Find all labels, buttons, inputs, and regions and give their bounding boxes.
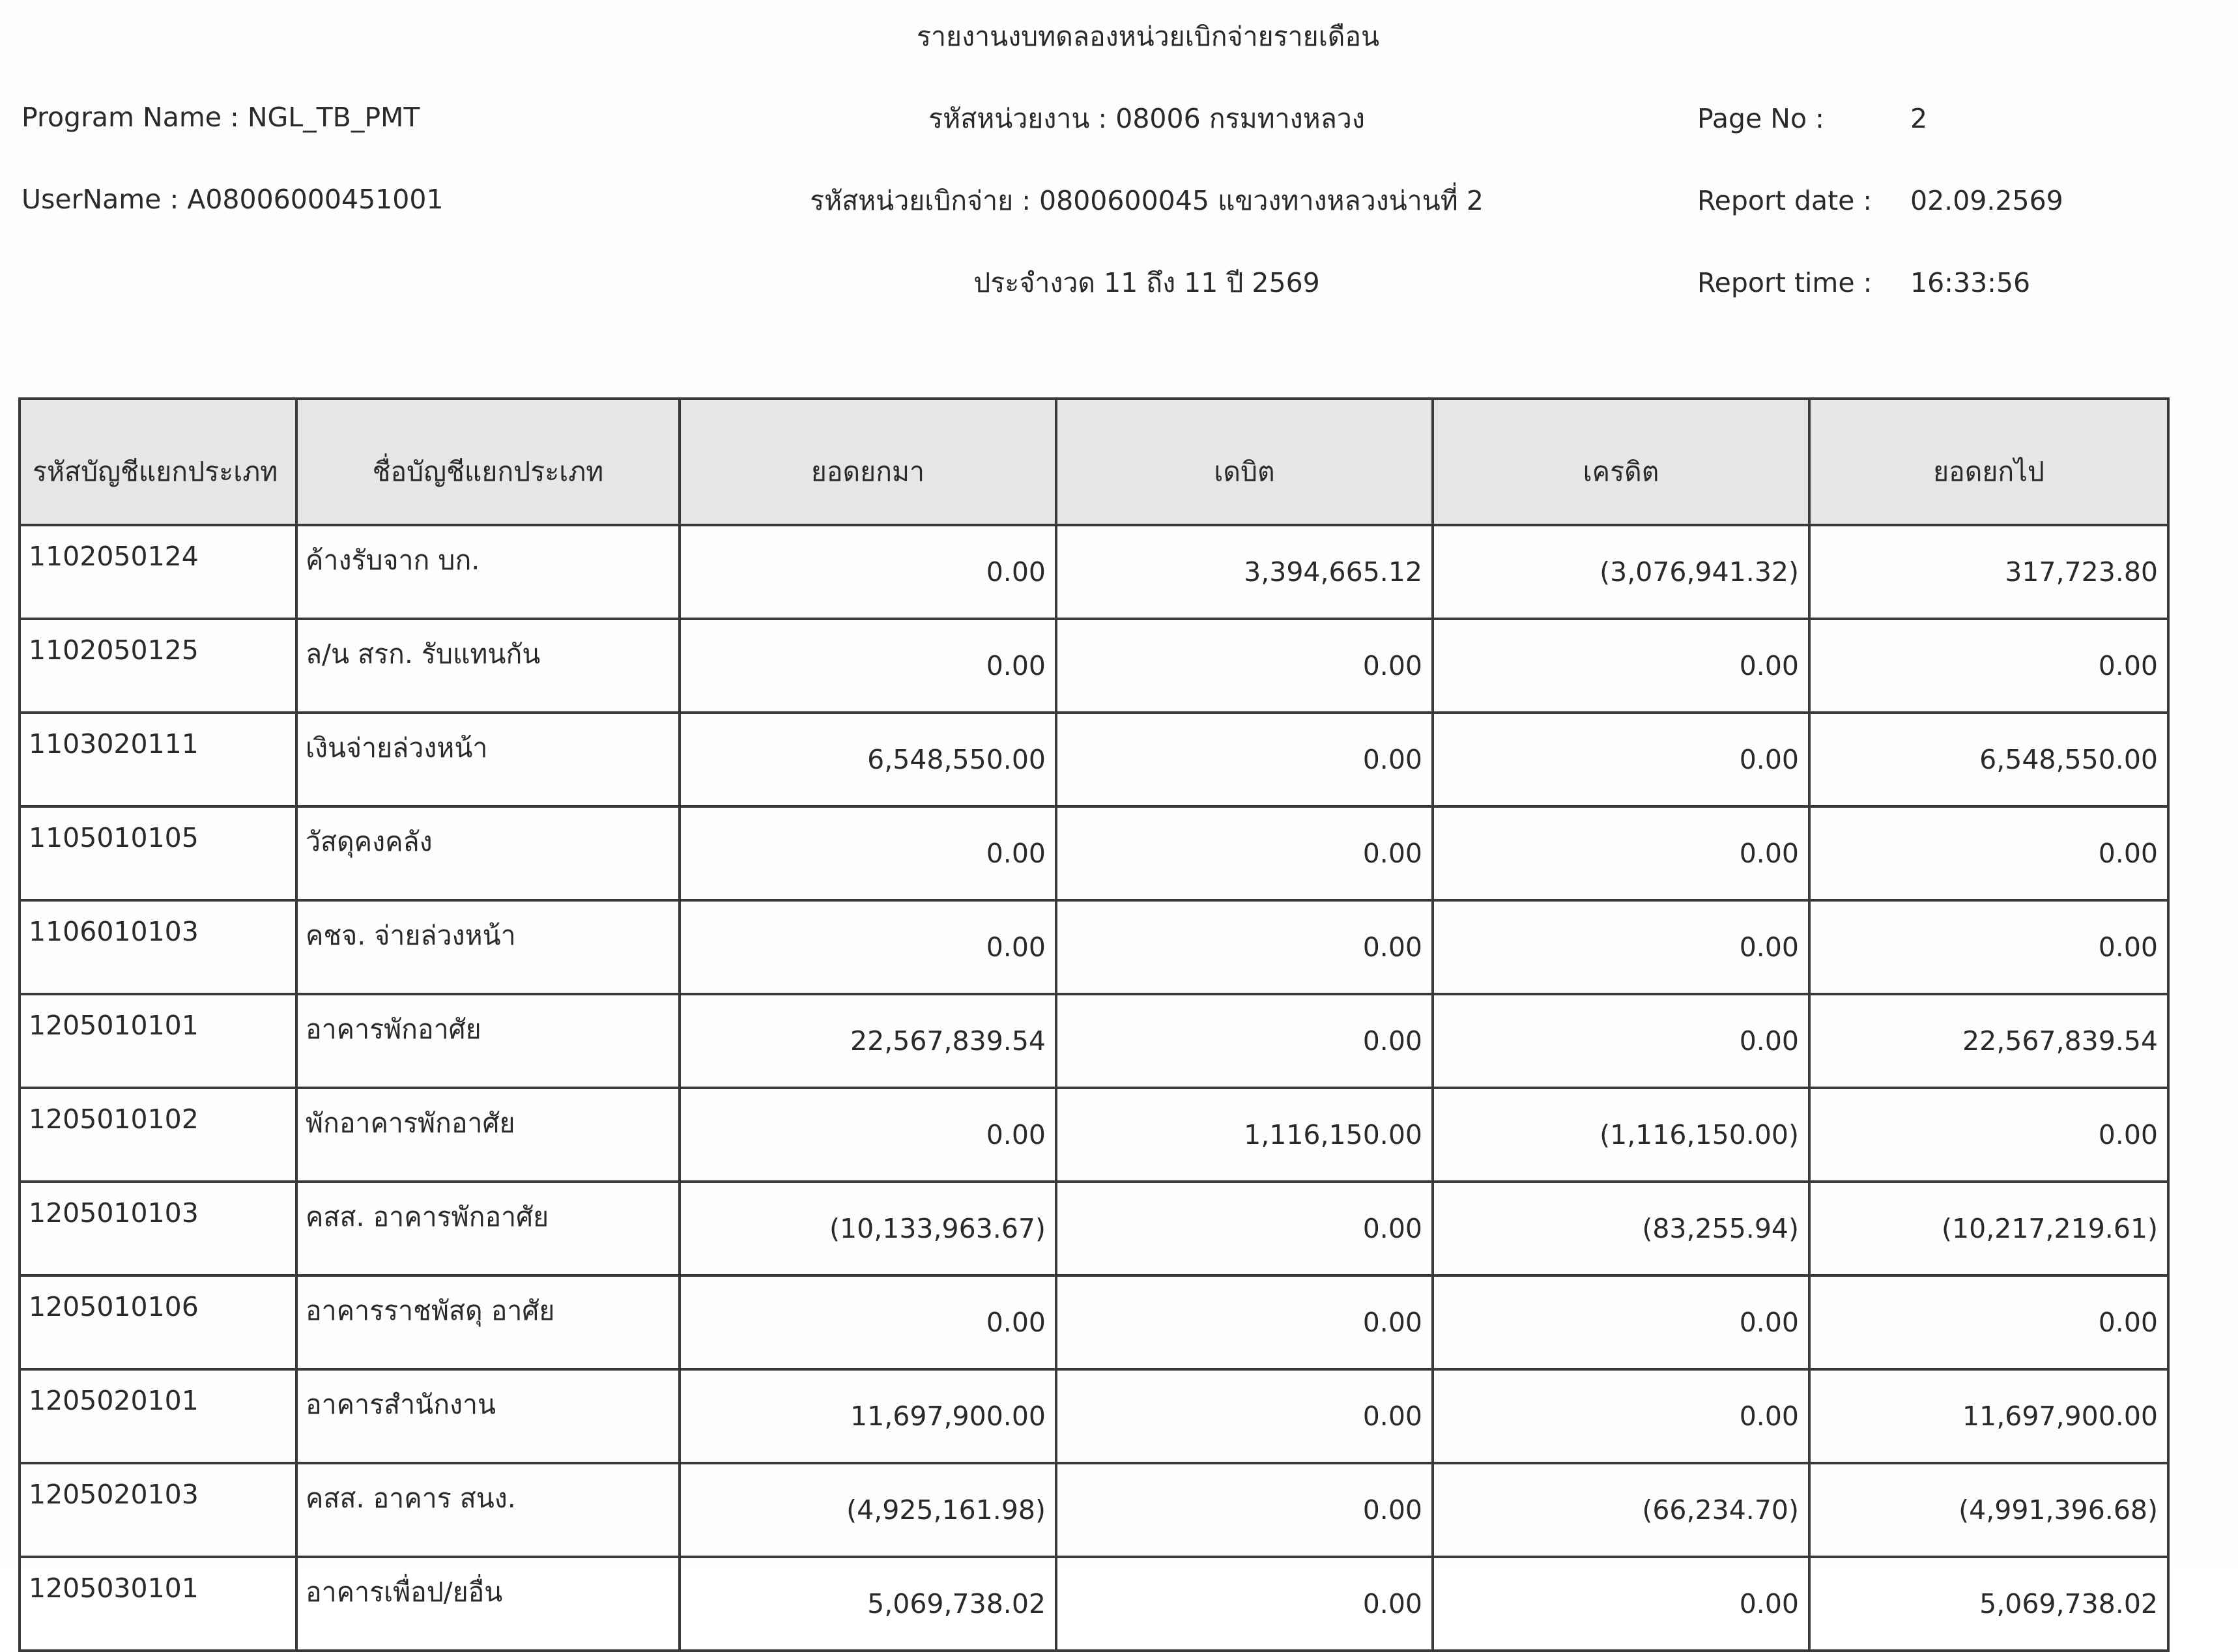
cell-credit: 0.00	[1433, 1275, 1809, 1369]
cell-debit: 0.00	[1056, 619, 1433, 713]
report-period: ประจำงวด 11 ถึง 11 ปี 2569	[973, 267, 1320, 298]
cell-credit: (66,234.70)	[1433, 1463, 1809, 1557]
table-row	[20, 1369, 2168, 1463]
cell-brought-forward: 0.00	[680, 1088, 1056, 1182]
cell-brought-forward: 5,069,738.02	[680, 1557, 1056, 1651]
cell-carried-forward: 0.00	[1809, 619, 2168, 713]
cell-brought-forward: 0.00	[680, 619, 1056, 713]
page-no-value: 2	[1910, 103, 1928, 134]
table-header-row	[20, 399, 2168, 525]
table-row	[20, 1182, 2168, 1275]
table-row	[20, 619, 2168, 713]
cell-credit: 0.00	[1433, 900, 1809, 994]
cell-credit: (83,255.94)	[1433, 1182, 1809, 1275]
cell-account-name: คสส. อาคาร สนง.	[296, 1463, 680, 1557]
table-row	[20, 994, 2168, 1088]
cell-debit: 0.00	[1056, 1182, 1433, 1275]
program-name: Program Name : NGL_TB_PMT	[22, 102, 420, 133]
table-row	[20, 1275, 2168, 1369]
report-time-value: 16:33:56	[1910, 267, 2031, 298]
cell-account-code: 1105010105	[20, 806, 296, 900]
page-no-label: Page No :	[1697, 103, 1824, 134]
cell-brought-forward: 0.00	[680, 900, 1056, 994]
cell-credit: 0.00	[1433, 713, 1809, 806]
cell-debit: 0.00	[1056, 1557, 1433, 1651]
cell-account-name: คสส. อาคารพักอาศัย	[296, 1182, 680, 1275]
cell-credit: 0.00	[1433, 619, 1809, 713]
table-row	[20, 1463, 2168, 1557]
report-date-label: Report date :	[1697, 185, 1872, 216]
report-time-label: Report time :	[1697, 267, 1872, 298]
cell-account-name: คชจ. จ่ายล่วงหน้า	[296, 900, 680, 994]
table-row	[20, 900, 2168, 994]
cell-account-code: 1205010102	[20, 1088, 296, 1182]
cell-debit: 0.00	[1056, 806, 1433, 900]
cell-debit: 0.00	[1056, 1275, 1433, 1369]
table-row	[20, 713, 2168, 806]
cell-account-code: 1205010103	[20, 1182, 296, 1275]
table-row	[20, 1088, 2168, 1182]
cell-account-name: อาคารสำนักงาน	[296, 1369, 680, 1463]
cell-brought-forward: 11,697,900.00	[680, 1369, 1056, 1463]
cell-carried-forward: 6,548,550.00	[1809, 713, 2168, 806]
cell-debit: 1,116,150.00	[1056, 1088, 1433, 1182]
table-body	[20, 525, 2168, 1651]
cell-debit: 0.00	[1056, 713, 1433, 806]
cell-carried-forward: 5,069,738.02	[1809, 1557, 2168, 1651]
cell-carried-forward: 0.00	[1809, 1275, 2168, 1369]
cell-account-name: พักอาคารพักอาศัย	[296, 1088, 680, 1182]
cell-brought-forward: 6,548,550.00	[680, 713, 1056, 806]
agency-code: รหัสหน่วยงาน : 08006 กรมทางหลวง	[928, 103, 1365, 134]
cell-account-name: ล/น สรก. รับแทนกัน	[296, 619, 680, 713]
cell-brought-forward: 0.00	[680, 525, 1056, 619]
cell-account-code: 1205030101	[20, 1557, 296, 1651]
cell-account-name: อาคารเพื่อป/ยอื่น	[296, 1557, 680, 1651]
cell-account-name: อาคารพักอาศัย	[296, 994, 680, 1088]
cell-debit: 0.00	[1056, 994, 1433, 1088]
cell-brought-forward: 0.00	[680, 1275, 1056, 1369]
table-row	[20, 525, 2168, 619]
cell-account-code: 1205010106	[20, 1275, 296, 1369]
cell-carried-forward: 0.00	[1809, 1088, 2168, 1182]
column-header-brought-forward: ยอดยกมา	[680, 399, 1056, 525]
cell-credit: 0.00	[1433, 1369, 1809, 1463]
cell-account-code: 1205020103	[20, 1463, 296, 1557]
disbursing-unit-code: รหัสหน่วยเบิกจ่าย : 0800600045 แขวงทางหลวงน่านที่ 2	[810, 185, 1484, 216]
column-header-debit: เดบิต	[1056, 399, 1433, 525]
cell-account-code: 1106010103	[20, 900, 296, 994]
cell-credit: 0.00	[1433, 994, 1809, 1088]
cell-credit: (1,116,150.00)	[1433, 1088, 1809, 1182]
column-header-carried-forward: ยอดยกไป	[1809, 399, 2168, 525]
cell-account-name: อาคารราชพัสดุ อาศัย	[296, 1275, 680, 1369]
cell-carried-forward: (10,217,219.61)	[1809, 1182, 2168, 1275]
cell-carried-forward: 11,697,900.00	[1809, 1369, 2168, 1463]
cell-credit: 0.00	[1433, 806, 1809, 900]
column-header-credit: เครดิต	[1433, 399, 1809, 525]
cell-carried-forward: 0.00	[1809, 900, 2168, 994]
cell-brought-forward: (10,133,963.67)	[680, 1182, 1056, 1275]
report-date-value: 02.09.2569	[1910, 185, 2063, 216]
column-header-account-code: รหัสบัญชีแยกประเภท	[20, 399, 296, 525]
cell-credit: (3,076,941.32)	[1433, 525, 1809, 619]
cell-account-code: 1102050125	[20, 619, 296, 713]
cell-debit: 3,394,665.12	[1056, 525, 1433, 619]
cell-account-name: ค้างรับจาก บก.	[296, 525, 680, 619]
cell-account-code: 1103020111	[20, 713, 296, 806]
column-header-account-name: ชื่อบัญชีแยกประเภท	[296, 399, 680, 525]
table-row	[20, 806, 2168, 900]
cell-carried-forward: 22,567,839.54	[1809, 994, 2168, 1088]
cell-debit: 0.00	[1056, 900, 1433, 994]
report-title: รายงานงบทดลองหน่วยเบิกจ่ายรายเดือน	[917, 21, 1379, 52]
cell-account-name: วัสดุคงคลัง	[296, 806, 680, 900]
cell-debit: 0.00	[1056, 1463, 1433, 1557]
cell-account-code: 1205020101	[20, 1369, 296, 1463]
cell-account-name: เงินจ่ายล่วงหน้า	[296, 713, 680, 806]
cell-carried-forward: (4,991,396.68)	[1809, 1463, 2168, 1557]
cell-carried-forward: 0.00	[1809, 806, 2168, 900]
cell-credit: 0.00	[1433, 1557, 1809, 1651]
table-row	[20, 1557, 2168, 1651]
cell-debit: 0.00	[1056, 1369, 1433, 1463]
cell-brought-forward: 0.00	[680, 806, 1056, 900]
cell-brought-forward: (4,925,161.98)	[680, 1463, 1056, 1557]
cell-carried-forward: 317,723.80	[1809, 525, 2168, 619]
cell-account-code: 1102050124	[20, 525, 296, 619]
user-name: UserName : A08006000451001	[22, 184, 444, 215]
cell-brought-forward: 22,567,839.54	[680, 994, 1056, 1088]
trial-balance-table	[18, 397, 2170, 1652]
cell-account-code: 1205010101	[20, 994, 296, 1088]
